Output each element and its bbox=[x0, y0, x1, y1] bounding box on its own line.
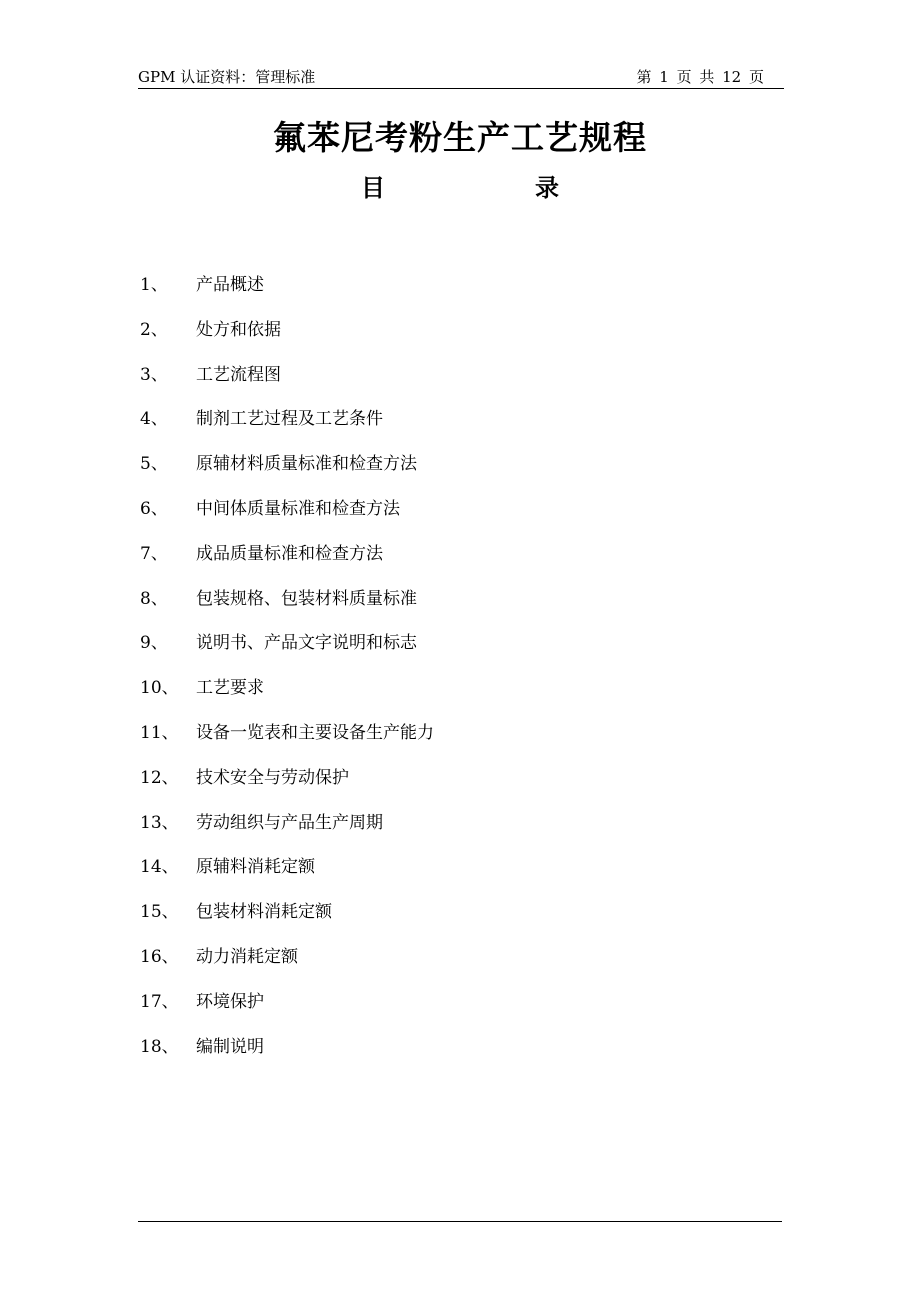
toc-item-label: 成品质量标准和检查方法 bbox=[196, 543, 383, 564]
toc-item-number: 3、 bbox=[140, 364, 168, 385]
toc-item-number: 16、 bbox=[140, 946, 179, 967]
toc-item-number: 7、 bbox=[140, 543, 168, 564]
toc-item-label: 中间体质量标准和检查方法 bbox=[196, 498, 400, 519]
toc-item-label: 技术安全与劳动保护 bbox=[196, 767, 349, 788]
toc-item-label: 原辅材料质量标准和检查方法 bbox=[196, 454, 417, 475]
toc-item-label: 产品概述 bbox=[196, 275, 264, 295]
toc-item-label: 包装材料消耗定额 bbox=[196, 902, 332, 923]
toc-heading: 目录 bbox=[361, 173, 709, 202]
toc-item-label: 说明书、产品文字说明和标志 bbox=[196, 633, 417, 654]
document-title: 氟苯尼考粉生产工艺规程 bbox=[273, 118, 647, 157]
toc-item bbox=[140, 854, 780, 899]
toc-item-label: 设备一览表和主要设备生产能力 bbox=[196, 722, 434, 743]
toc-item-number: 6、 bbox=[140, 498, 168, 519]
header-page-number: 第 1 页 共 12 页 bbox=[636, 68, 764, 86]
toc-item-number: 10、 bbox=[140, 678, 179, 699]
toc-item-number: 18、 bbox=[140, 1036, 179, 1057]
toc-item-label: 劳动组织与产品生产周期 bbox=[196, 812, 383, 833]
toc-item-label: 动力消耗定额 bbox=[196, 946, 298, 967]
toc-item bbox=[140, 451, 780, 496]
toc-item bbox=[140, 541, 780, 586]
toc-item-number: 12、 bbox=[140, 767, 179, 788]
toc-item-number: 15、 bbox=[140, 902, 179, 923]
toc-item-label: 工艺要求 bbox=[196, 678, 264, 699]
toc-item-label: 环境保护 bbox=[196, 991, 264, 1012]
toc-item bbox=[140, 317, 780, 362]
toc-item-number: 1、 bbox=[140, 275, 168, 295]
toc-item-number: 2、 bbox=[140, 319, 168, 340]
toc-item-number: 13、 bbox=[140, 812, 179, 833]
toc-item bbox=[140, 810, 780, 855]
toc-item bbox=[140, 765, 780, 810]
toc-item-label: 处方和依据 bbox=[196, 319, 281, 340]
toc-item-number: 4、 bbox=[140, 409, 168, 430]
toc-item bbox=[140, 899, 780, 944]
toc-item-number: 9、 bbox=[140, 633, 168, 654]
toc-item bbox=[140, 272, 780, 317]
toc-item-label: 编制说明 bbox=[196, 1036, 264, 1057]
table-of-contents bbox=[140, 272, 780, 1078]
header-divider bbox=[138, 88, 784, 89]
toc-item-label: 包装规格、包装材料质量标准 bbox=[196, 588, 417, 609]
page-header bbox=[138, 66, 784, 88]
toc-item-label: 原辅料消耗定额 bbox=[196, 857, 315, 878]
toc-item bbox=[140, 720, 780, 765]
toc-item bbox=[140, 989, 780, 1034]
toc-item-label: 制剂工艺过程及工艺条件 bbox=[196, 409, 383, 430]
toc-item bbox=[140, 362, 780, 407]
toc-item-number: 17、 bbox=[140, 991, 179, 1012]
toc-item bbox=[140, 496, 780, 541]
toc-item bbox=[140, 630, 780, 675]
toc-item-number: 8、 bbox=[140, 588, 168, 609]
toc-item bbox=[140, 406, 780, 451]
footer-divider bbox=[138, 1221, 782, 1222]
toc-item bbox=[140, 586, 780, 631]
toc-item bbox=[140, 1034, 780, 1079]
toc-item-number: 14、 bbox=[140, 857, 179, 878]
toc-item bbox=[140, 675, 780, 720]
toc-item-number: 11、 bbox=[140, 722, 179, 743]
header-doc-category: GPM 认证资料：管理标准 bbox=[138, 68, 316, 86]
toc-item bbox=[140, 944, 780, 989]
toc-item-number: 5、 bbox=[140, 454, 168, 475]
toc-item-label: 工艺流程图 bbox=[196, 364, 281, 385]
